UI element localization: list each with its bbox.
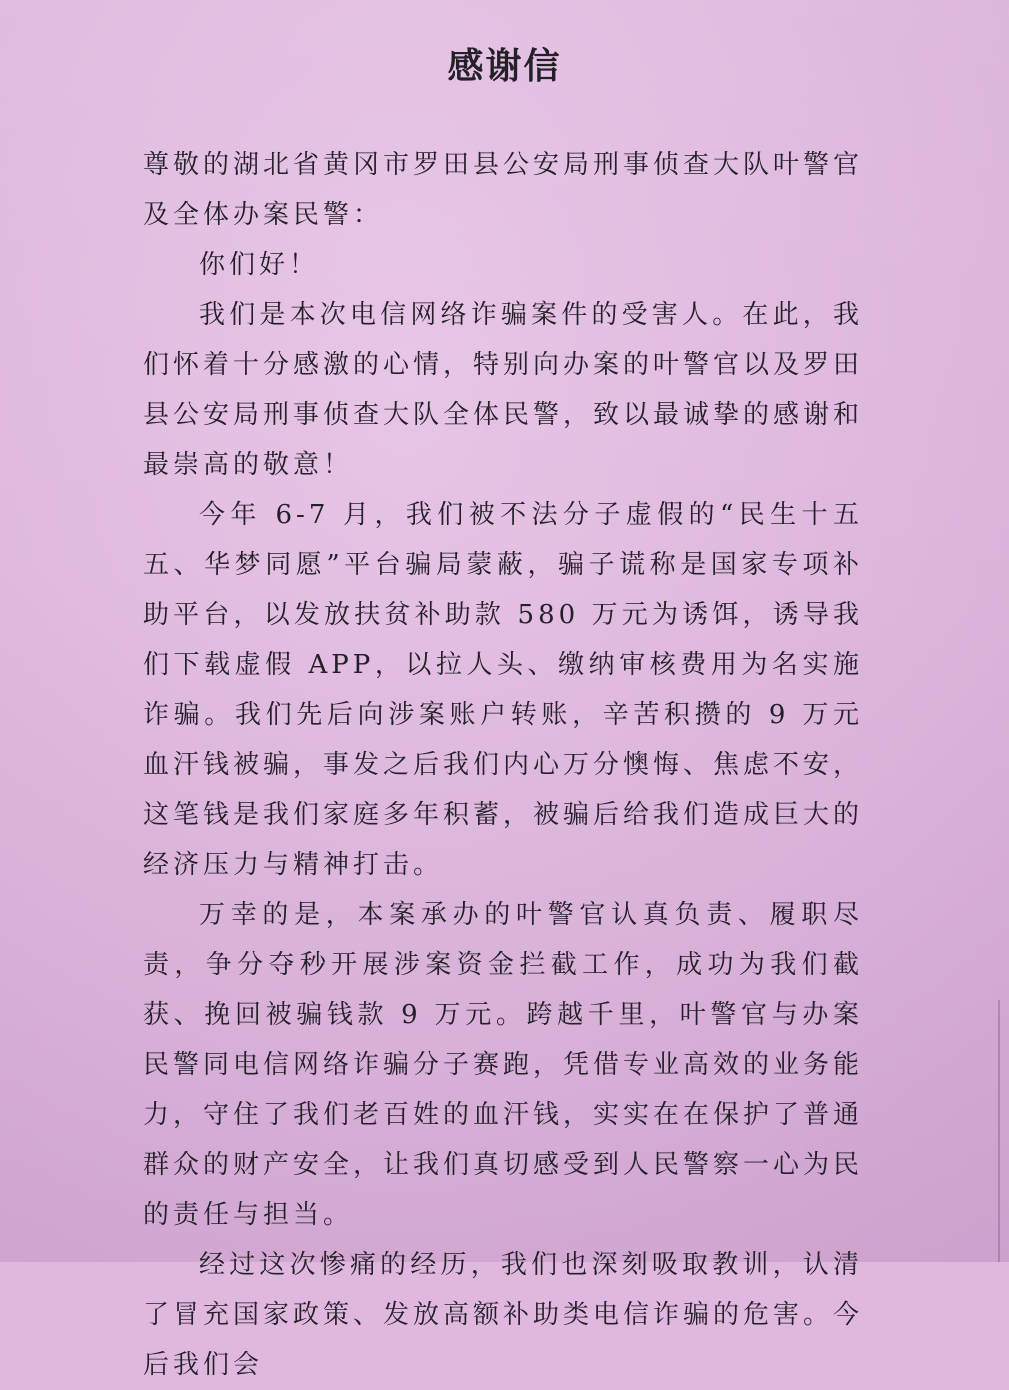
letter-salutation: 尊敬的湖北省黄冈市罗田县公安局刑事侦查大队叶警官及全体办案民警： bbox=[143, 150, 864, 230]
letter-title: 感谢信 bbox=[447, 45, 562, 87]
letter-paragraph: 经过这次惨痛的经历，我们也深刻吸取教训，认清了冒充国家政策、发放高额补助类电信诈骗的危害。今后我们会 bbox=[143, 1250, 864, 1380]
letter-paragraph: 我们是本次电信网络诈骗案件的受害人。在此，我们怀着十分感激的心情，特别向办案的叶警官以及罗田县公安局刑事侦查大队全体民警，致以最诚挚的感谢和最崇高的敬意！ bbox=[143, 300, 864, 480]
letter-paragraph: 今年 6-7 月，我们被不法分子虚假的“民生十五五、华梦同愿”平台骗局蒙蔽，骗子谎称是国家专项补助平台，以发放扶贫补助款 580 万元为诱饵，诱导我们下载虚假 APP，以拉人头、缴纳审核费用为名实施诈骗。我们先后向涉案账户转账，辛苦积攒的 9 万元血汗钱被骗，事发之后我们内心万分懊悔、焦虑不安，这笔钱是我们家庭多年积蓄，被骗后给我们造成巨大的经济压力与精神打击。 bbox=[143, 500, 864, 880]
letter-body bbox=[143, 140, 863, 1390]
paper-fold-line bbox=[998, 1000, 1000, 1262]
letter-paragraph: 万幸的是，本案承办的叶警官认真负责、履职尽责，争分夺秒开展涉案资金拦截工作，成功为我们截获、挽回被骗钱款 9 万元。跨越千里，叶警官与办案民警同电信网络诈骗分子赛跑，凭借专业高效的业务能力，守住了我们老百姓的血汗钱，实实在在保护了普通群众的财产安全，让我们真切感受到人民警察一心为民的责任与担当。 bbox=[143, 900, 864, 1230]
letter-greeting: 你们好！ bbox=[199, 250, 320, 280]
